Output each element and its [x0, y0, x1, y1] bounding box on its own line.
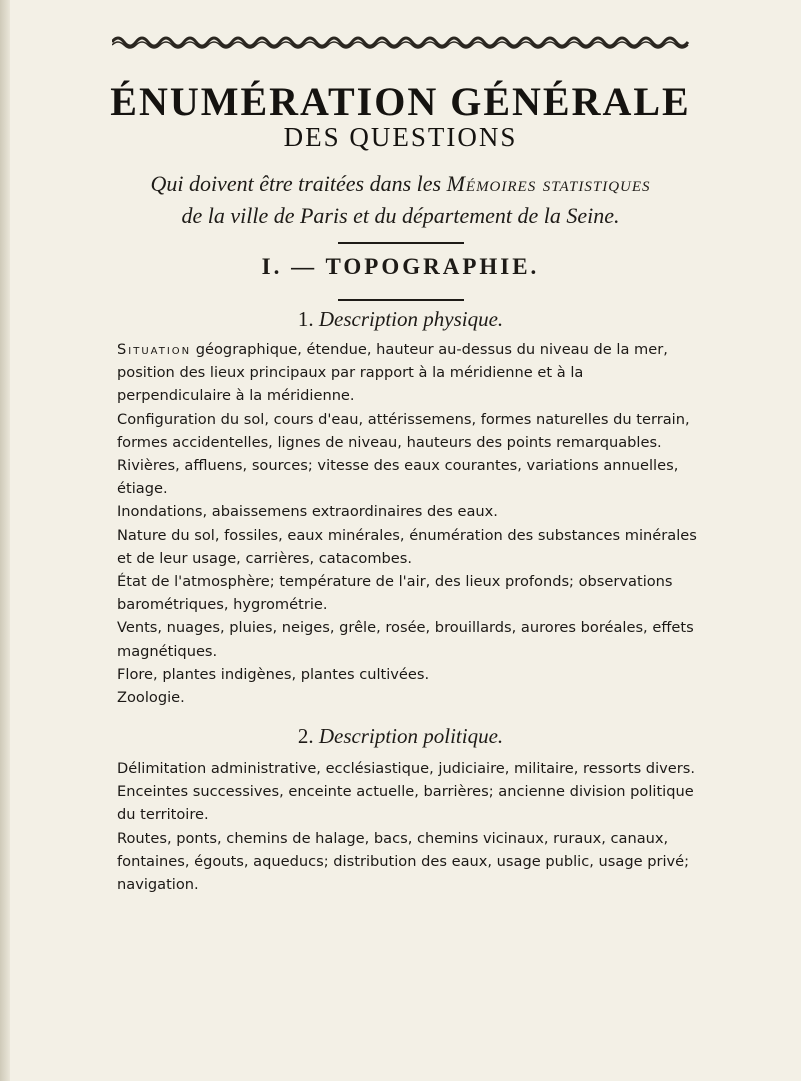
- subsection-title: Description physique.: [318, 307, 504, 331]
- subsection-2-body: [117, 757, 700, 896]
- paragraph: Nature du sol, fossiles, eaux minérales, énumération des substances minérales et de leur usage, carrières, catacombes.: [117, 526, 697, 567]
- document-subtitle: DES QUESTIONS: [283, 122, 518, 152]
- paragraph: Inondations, abaissemens extraordinaires des eaux.: [117, 503, 498, 521]
- paragraph: État de l'atmosphère; température de l'air, des lieux profonds; observations barométriques, hygrométrie.: [117, 573, 673, 614]
- paragraph: Flore, plantes indigènes, plantes cultivées.: [117, 665, 430, 683]
- intro-smallcaps-text: Mémoires statistiques: [446, 171, 651, 196]
- document-title: ÉNUMÉRATION GÉNÉRALE: [110, 79, 691, 124]
- section-title: I. — TOPOGRAPHIE.: [261, 254, 540, 279]
- section-divider-rule: [338, 299, 464, 301]
- intro-text: Qui doivent être traitées dans les: [150, 171, 447, 196]
- subsection-heading-1: [0, 307, 801, 332]
- paragraph: Enceintes successives, enceinte actuelle, barrières; ancienne division politique du territoire.: [117, 783, 694, 824]
- heading-divider-rule: [338, 242, 464, 244]
- subsection-1-body: [117, 338, 700, 709]
- subsection-number: 1.: [297, 307, 314, 331]
- paragraph: [117, 338, 700, 408]
- subsection-heading-2: [0, 724, 801, 749]
- paragraph: Routes, ponts, chemins de halage, bacs, chemins vicinaux, ruraux, canaux, fontaines, égouts, aqueducs; distribution des eaux, usage public, usage privé; navigation.: [117, 829, 690, 894]
- paragraph-lead-word: Situation: [117, 341, 192, 358]
- intro-line-1: [0, 171, 801, 197]
- paragraph: Délimitation administrative, ecclésiastique, judiciaire, militaire, ressorts divers.: [117, 760, 695, 777]
- paragraph: Zoologie.: [117, 689, 185, 707]
- page-gutter-shadow: [0, 0, 10, 1081]
- intro-line-2: de la ville de Paris et du département de la Seine.: [181, 203, 620, 228]
- paragraph: Rivières, affluens, sources; vitesse des eaux courantes, variations annuelles, étiage.: [117, 457, 679, 498]
- subsection-title: Description politique.: [318, 724, 504, 748]
- paragraph-text: géographique, étendue, hauteur au-dessus du niveau de la mer, position des lieux principaux par rapport à la méridienne et à la perpendiculaire à la méridienne.: [117, 341, 668, 405]
- subsection-number: 2.: [297, 724, 314, 748]
- decorative-ornament-band: [112, 28, 690, 50]
- paragraph: Vents, nuages, pluies, neiges, grêle, rosée, brouillards, aurores boréales, effets magnétiques.: [117, 619, 694, 660]
- paragraph: Configuration du sol, cours d'eau, attérissemens, formes naturelles du terrain, formes accidentelles, lignes de niveau, hauteurs des points remarquables.: [117, 410, 690, 451]
